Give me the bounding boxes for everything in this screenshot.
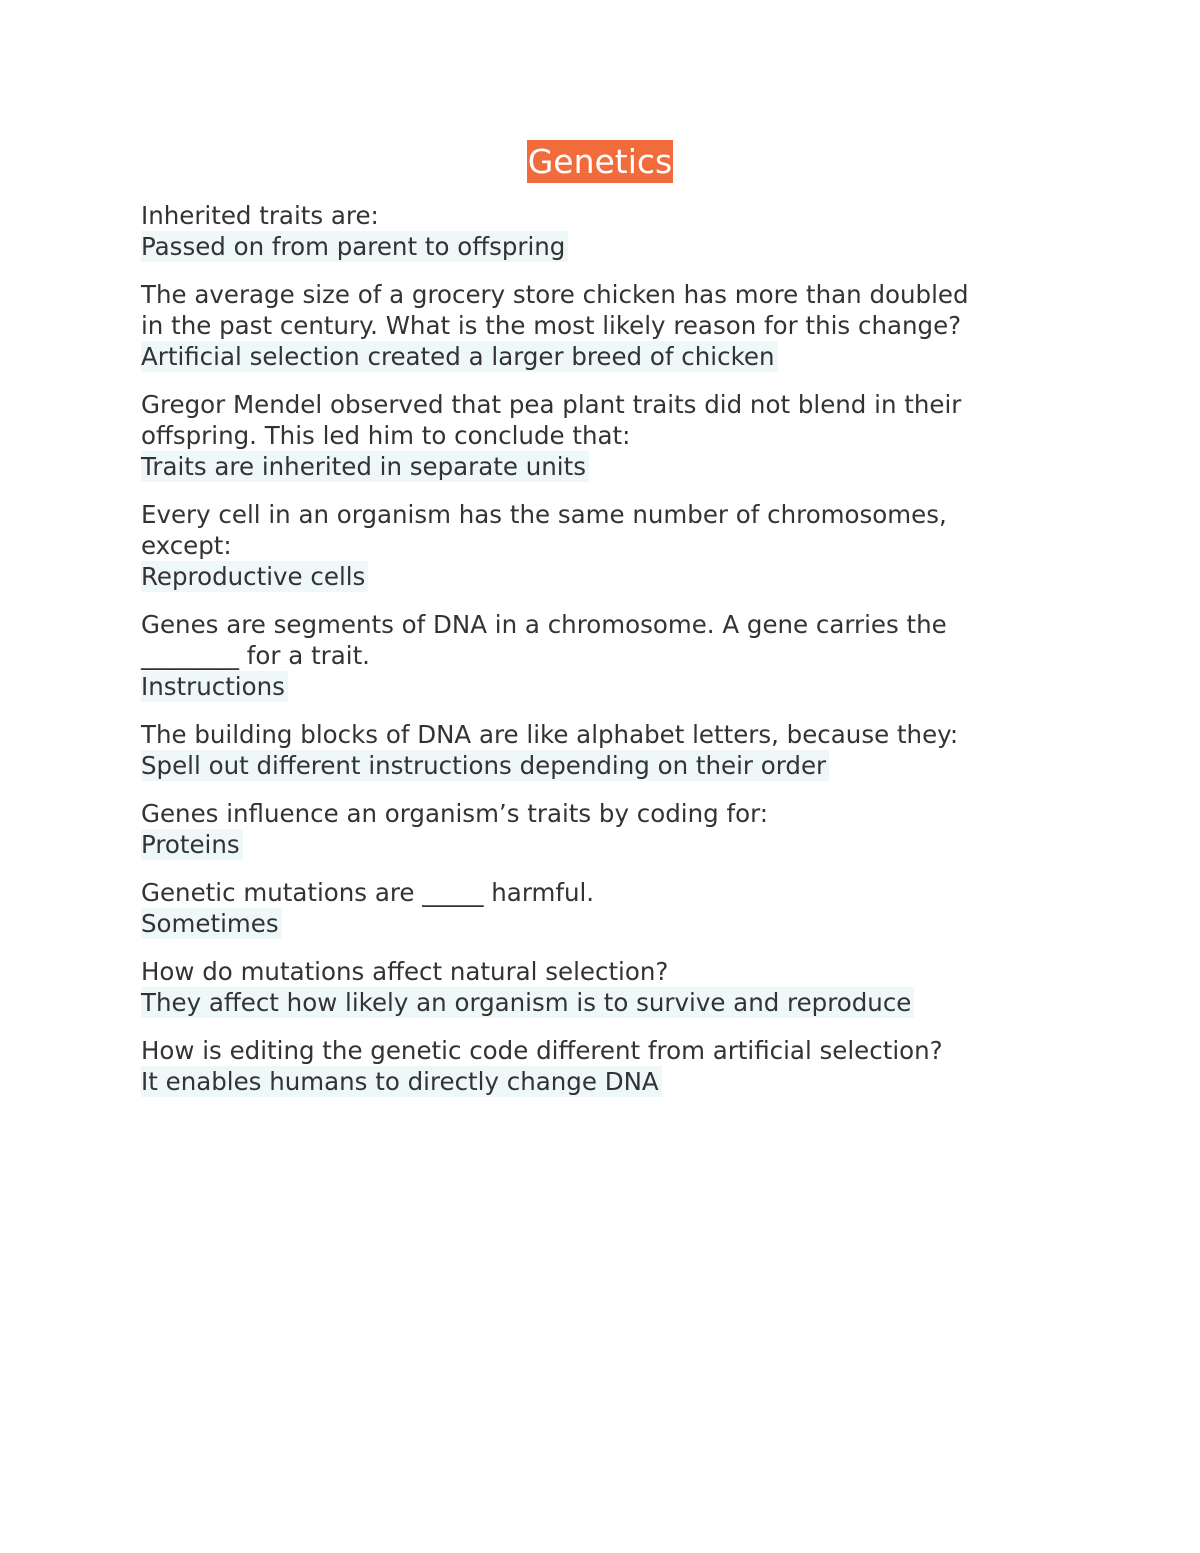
answer-text: Instructions [141,671,288,702]
title-container [0,140,1200,183]
answer-text: Proteins [141,829,243,860]
answer-text: Traits are inherited in separate units [141,451,589,482]
question-text: Every cell in an organism has the same number of chromosomes, except: [141,500,947,560]
qa-list [141,200,1061,1114]
qa-item [141,279,1061,372]
question-text: Genetic mutations are _____ harmful. [141,878,595,907]
qa-item [141,719,1061,781]
answer-text: Reproductive cells [141,561,368,592]
qa-item [141,877,1061,939]
answer-text: It enables humans to directly change DNA [141,1066,662,1097]
question-text: How do mutations affect natural selection? [141,957,669,986]
answer-text: Passed on from parent to offspring [141,231,568,262]
qa-item [141,956,1061,1018]
qa-item [141,200,1061,262]
question-text: How is editing the genetic code different from artificial selection? [141,1036,943,1065]
question-text: Genes influence an organism’s traits by coding for: [141,799,768,828]
answer-text: Artificial selection created a larger breed of chicken [141,341,778,372]
answer-text: Sometimes [141,908,282,939]
qa-item [141,798,1061,860]
qa-item [141,1035,1061,1097]
answer-text: They affect how likely an organism is to survive and reproduce [141,987,914,1018]
question-text: Genes are segments of DNA in a chromosome. A gene carries the ________ for a trait. [141,610,947,670]
question-text: Gregor Mendel observed that pea plant traits did not blend in their offspring. This led him to conclude that: [141,390,962,450]
answer-text: Spell out different instructions depending on their order [141,750,829,781]
question-text: Inherited traits are: [141,201,379,230]
question-text: The building blocks of DNA are like alphabet letters, because they: [141,720,959,749]
page-title: Genetics [527,142,673,181]
qa-item [141,499,1061,592]
qa-item [141,609,1061,702]
qa-item [141,389,1061,482]
question-text: The average size of a grocery store chicken has more than doubled in the past century. What is the most likely reason for this change? [141,280,969,340]
